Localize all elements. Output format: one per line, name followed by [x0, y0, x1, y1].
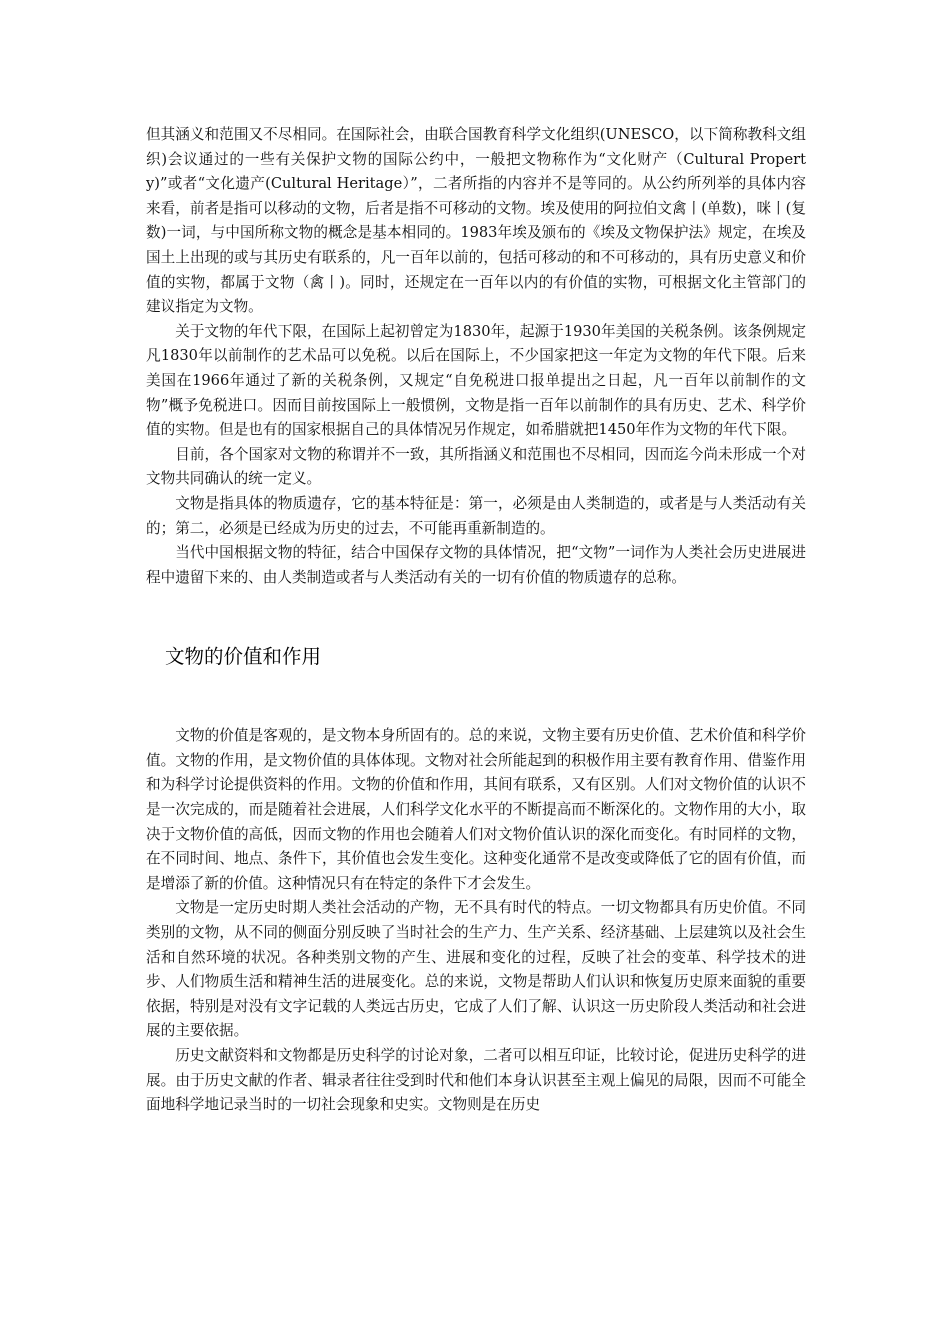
section-heading: 文物的价值和作用 [165, 645, 322, 669]
paragraph-basic-features: 文物是指具体的物质遗存，它的基本特征是：第一，必须是由人类制造的，或者是与人类活动有关的；第二，必须是已经成为历史的过去，不可能再重新制造的。 [146, 494, 806, 537]
paragraph-no-unified-definition: 目前，各个国家对文物的称谓并不一致，其所指涵义和范围也不尽相同，因而迄今尚未形成一个对文物共同确认的统一定义。 [146, 445, 806, 488]
paragraph-china-definition: 当代中国根据文物的特征，结合中国保存文物的具体情况，把“文物”一词作为人类社会历史进展进程中遗留下来的、由人类制造或者与人类活动有关的一切有价值的物质遗存的总称。 [146, 544, 806, 586]
paragraph-unesco-definition: 但其涵义和范围又不尽相同。在国际社会，由联合国教育科学文化组织(UNESCO，以下简称教科文组织)会议通过的一些有关保护文物的国际公约中，一般把文物称作为“文化财产（Cultural Property)”或者“文化遗产(Cultural Heritage）”，二者所指的内容并不是等同的。从公约所列举的具体内容来看，前者是指可以移动的文物，后者是指不可移动的文物。埃及使用的阿拉伯文禽丨(单数)，咪丨(复数)一词，与中国所称文物的概念是基本相同的。1983年埃及颁布的《埃及文物保护法》规定，在埃及国土上出现的或与其历史有联系的，凡一百年以前的，包括可移动的和不可移动的，具有历史意义和价值的实物，都属于文物（禽丨)。同时，还规定在一百年以内的有价值的实物，可根据文化主管部门的建议指定为文物。 [146, 126, 806, 316]
paragraph-value-and-role: 文物的价值是客观的，是文物本身所固有的。总的来说，文物主要有历史价值、艺术价值和科学价值。文物的作用，是文物价值的具体体现。文物对社会所能起到的积极作用主要有教育作用、借鉴作用和为科学讨论提供资料的作用。文物的价值和作用，其间有联系，又有区别。人们对文物价值的认识不是一次完成的，而是随着社会进展，人们科学文化水平的不断提高而不断深化的。文物作用的大小，取决于文物价值的高低，因而文物的作用也会随着人们对文物价值认识的深化而变化。有时同样的文物，在不同时间、地点、条件下，其价值也会发生变化。这种变化通常不是改变或降低了它的固有价值，而是增添了新的价值。这种情况只有在特定的条件下才会发生。 [146, 727, 806, 892]
document-page [146, 123, 806, 1118]
paragraph-historical-value: 文物是一定历史时期人类社会活动的产物，无不具有时代的特点。一切文物都具有历史价值。不同类别的文物，从不同的侧面分别反映了当时社会的生产力、生产关系、经济基础、上层建筑以及社会生活和自然环境的状况。各种类别文物的产生、进展和变化的过程，反映了社会的变革、科学技术的进步、人们物质生活和精神生活的进展变化。总的来说，文物是帮助人们认识和恢复历史原来面貌的重要依据，特别是对没有文字记载的人类远古历史，它成了人们了解、认识这一历史阶段人类活动和社会进展的主要依据。 [146, 899, 806, 1040]
paragraph-documents-and-relics: 历史文献资料和文物都是历史科学的讨论对象，二者可以相互印证，比较讨论，促进历史科学的进展。由于历史文献的作者、辑录者往往受到时代和他们本身认识甚至主观上偏见的局限，因而不可能全面地科学地记录当时的一切社会现象和史实。文物则是在历史 [146, 1047, 806, 1114]
paragraph-age-limit: 关于文物的年代下限，在国际上起初曾定为1830年，起源于1930年美国的关税条例。该条例规定凡1830年以前制作的艺术品可以免税。以后在国际上，不少国家把这一年定为文物的年代下限。后来美国在1966年通过了新的关税条例，又规定“自免税进口报单提出之日起，凡一百年以前制作的文物”概予免税进口。因而目前按国际上一般惯例，文物是指一百年以前制作的具有历史、艺术、科学价值的实物。但是也有的国家根据自己的具体情况另作规定，如希腊就把1450年作为文物的年代下限。 [146, 322, 806, 439]
